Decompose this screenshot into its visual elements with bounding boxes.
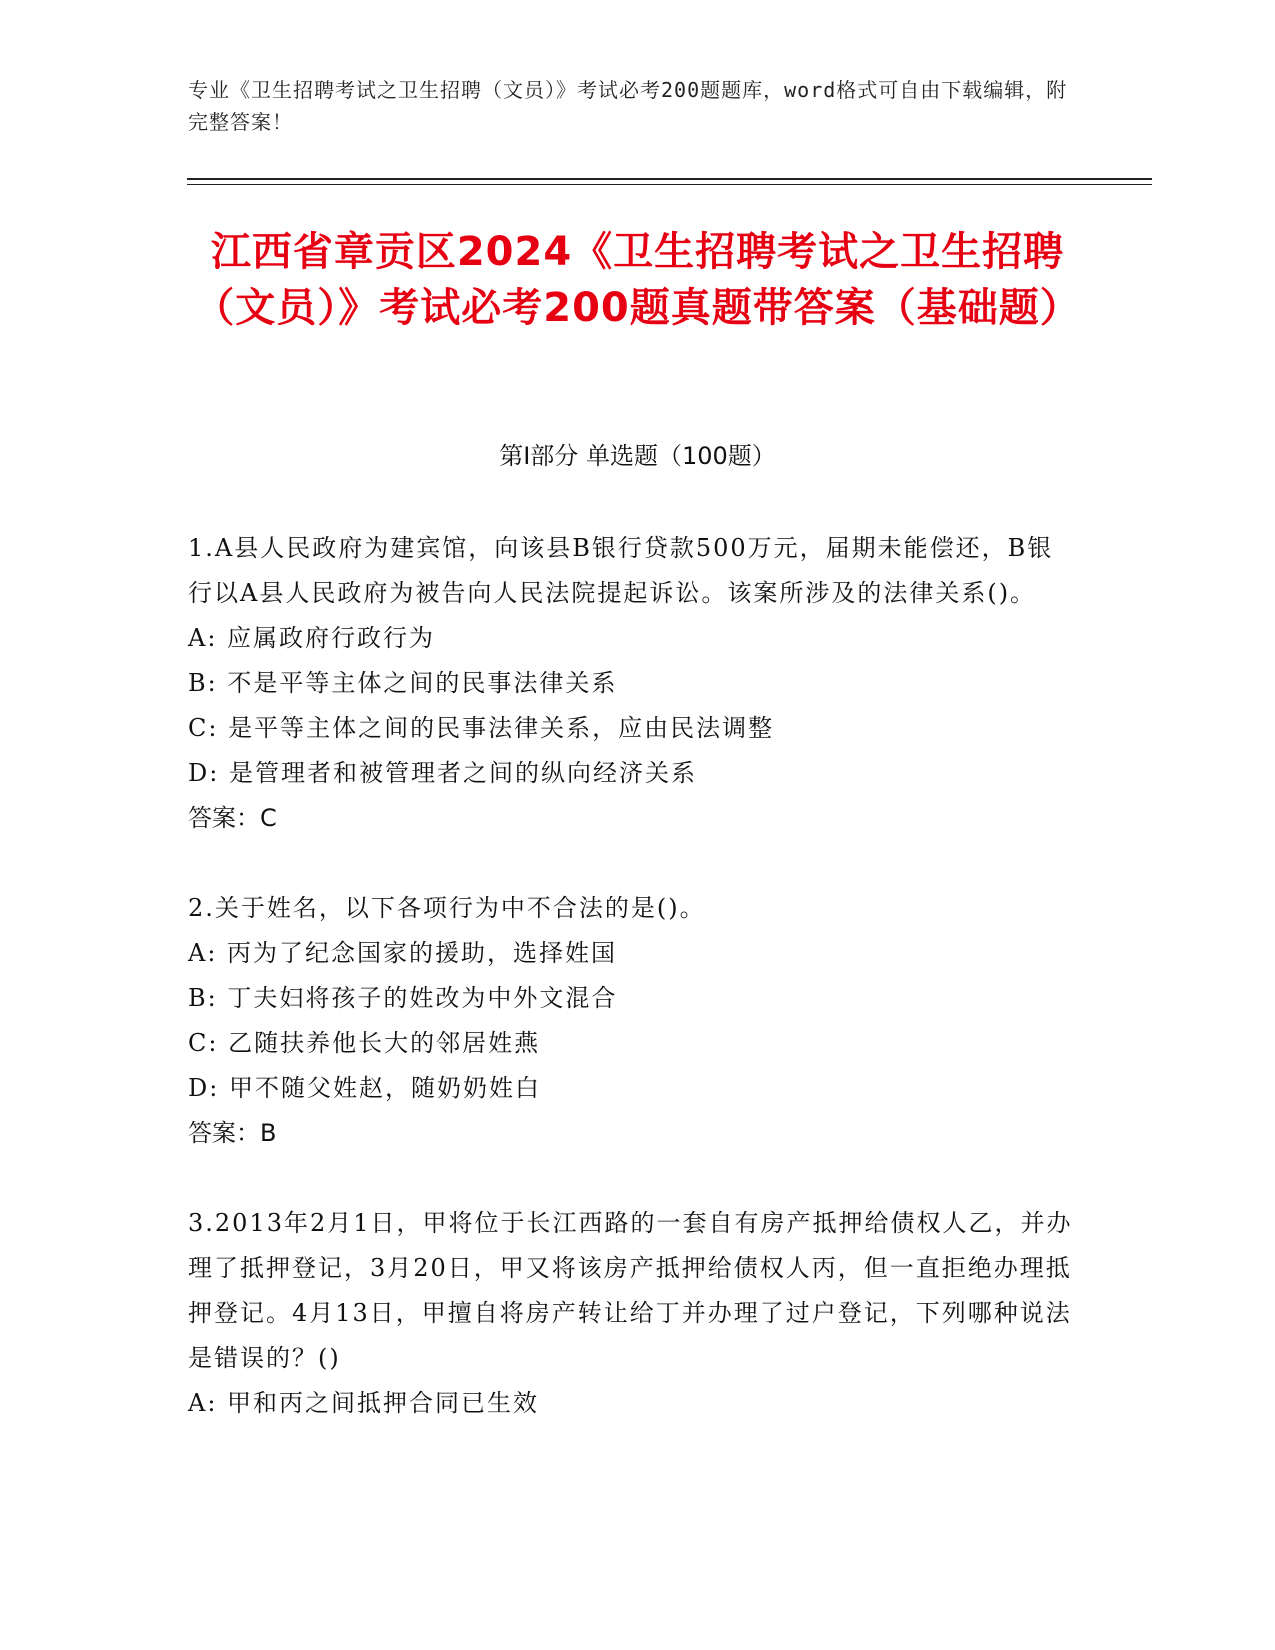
answer: 答案：C xyxy=(188,804,277,832)
answer: 答案：B xyxy=(188,1119,277,1147)
option-c: C: 乙随扶养他长大的邻居姓燕 xyxy=(188,1029,541,1057)
question-list xyxy=(188,526,1078,1471)
question-3 xyxy=(188,1201,1078,1426)
question-text: 1.A县人民政府为建宾馆，向该县B银行贷款500万元，届期未能偿还，B银行以A县人民政府为被告向人民法院提起诉讼。该案所涉及的法律关系()。 xyxy=(188,534,1054,607)
question-1 xyxy=(188,526,1078,841)
header-divider-thick xyxy=(187,178,1152,180)
option-c: C: 是平等主体之间的民事法律关系，应由民法调整 xyxy=(188,714,775,742)
question-2 xyxy=(188,886,1078,1156)
option-a: A: 甲和丙之间抵押合同已生效 xyxy=(188,1389,540,1417)
header-divider-thin xyxy=(187,184,1152,185)
option-d: D: 甲不随父姓赵，随奶奶姓白 xyxy=(188,1074,541,1102)
section-heading: 第I部分 单选题（100题） xyxy=(499,442,776,470)
question-text: 2.关于姓名，以下各项行为中不合法的是()。 xyxy=(188,894,706,922)
question-text: 3.2013年2月1日，甲将位于长江西路的一套自有房产抵押给债权人乙，并办理了抵押登记，3月20日，甲又将该房产抵押给债权人丙，但一直拒绝办理抵押登记。4月13日，甲擅自将房产转让给丁并办理了过户登记，下列哪种说法是错误的？() xyxy=(188,1209,1073,1372)
option-d: D: 是管理者和被管理者之间的纵向经济关系 xyxy=(188,759,697,787)
document-title: 江西省章贡区2024《卫生招聘考试之卫生招聘（文员）》考试必考200题真题带答案（基础题） xyxy=(194,229,1081,331)
option-a: A: 丙为了纪念国家的援助，选择姓国 xyxy=(188,939,618,967)
option-b: B: 不是平等主体之间的民事法律关系 xyxy=(188,669,618,697)
header-note: 专业《卫生招聘考试之卫生招聘（文员）》考试必考200题题库，word格式可自由下载编辑，附完整答案！ xyxy=(188,78,1068,134)
option-a: A: 应属政府行政行为 xyxy=(188,624,436,652)
option-b: B: 丁夫妇将孩子的姓改为中外文混合 xyxy=(188,984,618,1012)
